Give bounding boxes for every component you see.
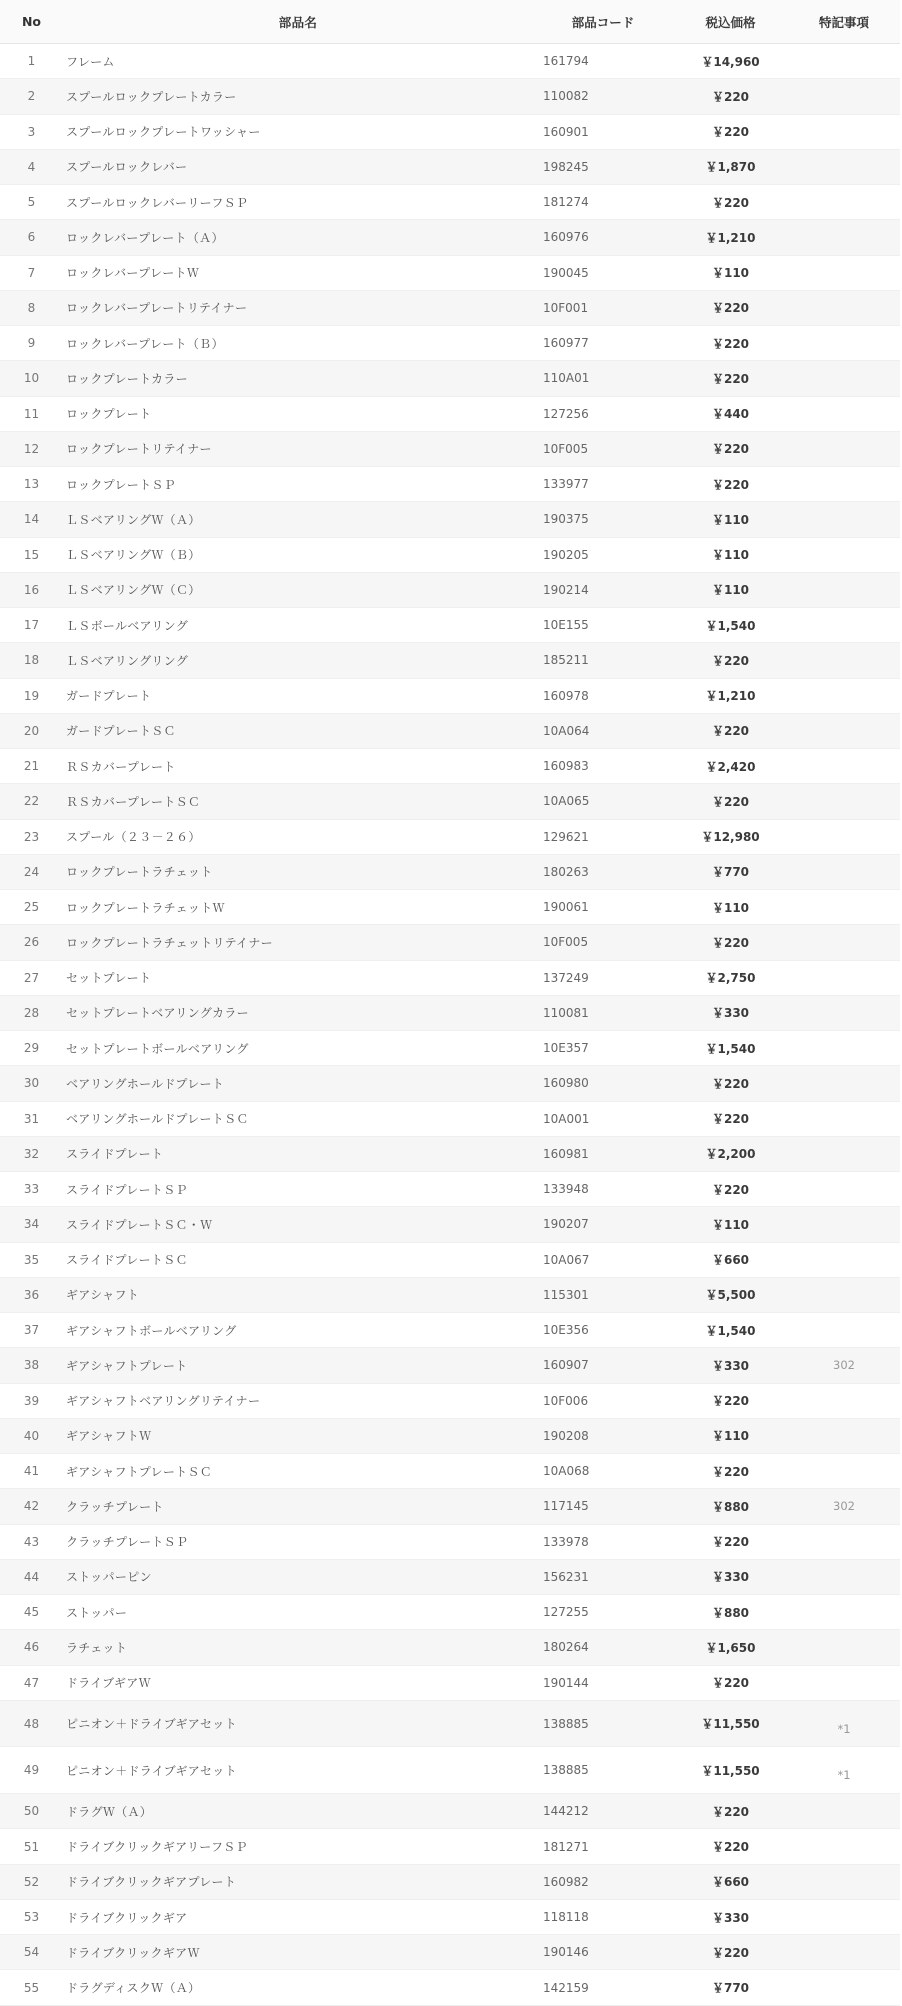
part-name: ロックプレートリテイナー (66, 442, 212, 457)
part-name: ＬＳボールベアリング (66, 618, 189, 633)
part-name: ガードプレートＳＣ (66, 724, 176, 739)
table-row (0, 714, 900, 749)
part-no: 54 (23, 1945, 40, 1960)
table-row (0, 1207, 900, 1242)
part-price: ￥220 (711, 1182, 750, 1197)
part-no: 16 (23, 582, 40, 597)
part-no: 39 (23, 1393, 40, 1408)
part-no: 55 (23, 1980, 40, 1995)
table-row (0, 44, 900, 79)
part-no: 11 (23, 406, 40, 421)
part-name: ＬＳベアリングリング (66, 653, 189, 668)
part-no: 26 (23, 935, 40, 950)
part-code: 129621 (543, 829, 589, 844)
part-no: 31 (23, 1111, 40, 1126)
part-name: ロックプレートラチェット (66, 865, 213, 880)
part-code: 133977 (543, 477, 589, 492)
part-name: セットプレートボールベアリング (66, 1041, 249, 1056)
table-row (0, 220, 900, 255)
part-code: 110081 (543, 1005, 589, 1020)
part-code: 142159 (543, 1980, 589, 1995)
header-part-name: 部品名 (278, 14, 318, 30)
part-no: 28 (23, 1005, 40, 1020)
part-name: ロックレバープレート（Ａ） (66, 230, 224, 245)
part-price: ￥220 (711, 1945, 750, 1960)
part-price: ￥220 (711, 724, 750, 739)
part-code: 198245 (543, 159, 589, 174)
part-no: 23 (23, 829, 40, 844)
part-name: スライドプレートＳＣ (66, 1253, 188, 1268)
part-no: 46 (23, 1640, 40, 1655)
part-name: ドライブギアＷ (66, 1676, 151, 1691)
part-no: 33 (23, 1182, 40, 1197)
table-row (0, 820, 900, 855)
part-price: ￥330 (711, 1570, 750, 1585)
part-no: 44 (23, 1569, 40, 1584)
table-row (0, 1630, 900, 1665)
part-price: ￥220 (711, 1464, 750, 1479)
part-note (788, 1763, 900, 1783)
header-price: 税込価格 (705, 14, 756, 30)
part-code: 10F001 (543, 300, 589, 315)
part-price: ￥220 (711, 442, 750, 457)
part-name: セットプレート (66, 971, 152, 986)
part-name: ギアシャフトプレート (66, 1358, 188, 1373)
part-name: ロックレバープレート（Ｂ） (66, 336, 224, 351)
part-name: ストッパーピン (66, 1570, 152, 1585)
part-no: 2 (27, 89, 36, 104)
part-price: ￥220 (711, 125, 750, 140)
table-row (0, 1137, 900, 1172)
part-no: 38 (23, 1358, 40, 1373)
part-name: ロックプレートＳＰ (66, 477, 176, 492)
part-code: 181274 (543, 195, 589, 210)
part-no: 35 (23, 1252, 40, 1267)
table-row (0, 1747, 900, 1794)
table-row (0, 467, 900, 502)
table-row (0, 185, 900, 220)
part-code: 127256 (543, 406, 589, 421)
part-code: 156231 (543, 1569, 589, 1584)
part-name: スライドプレートＳＣ・Ｗ (66, 1217, 213, 1232)
part-name: スプールロックプレートカラー (66, 89, 237, 104)
part-name: ロックプレートラチェットＷ (66, 900, 225, 915)
table-row (0, 608, 900, 643)
part-name: セットプレートベアリングカラー (66, 1006, 249, 1021)
header-part-code: 部品コード (571, 14, 635, 30)
table-row (0, 432, 900, 467)
part-price: ￥220 (711, 336, 750, 351)
part-price: ￥2,200 (705, 1147, 756, 1162)
part-price: ￥5,500 (705, 1288, 756, 1303)
table-row (0, 1794, 900, 1829)
part-no: 19 (23, 688, 40, 703)
part-name: ドラグディスクＷ（Ａ） (66, 1981, 201, 1995)
part-price: ￥2,750 (705, 971, 756, 986)
part-name: ギアシャフトボールベアリング (66, 1323, 237, 1338)
part-code: 10F005 (543, 935, 589, 950)
part-code: 181271 (543, 1839, 589, 1854)
part-no: 27 (23, 970, 40, 985)
part-no: 24 (23, 864, 40, 879)
part-name: スプールロックレバーリーフＳＰ (66, 195, 249, 210)
table-row (0, 1348, 900, 1383)
table-body (0, 44, 900, 2006)
part-name: ドライブクリックギアＷ (66, 1945, 200, 1960)
part-name: ロックプレートラチェットリテイナー (66, 935, 273, 950)
part-no: 18 (23, 653, 40, 668)
part-code: 118118 (543, 1910, 589, 1924)
part-price: ￥880 (711, 1499, 750, 1514)
part-no: 15 (23, 547, 40, 562)
part-no: 13 (23, 477, 40, 492)
part-code: 138885 (543, 1763, 589, 1778)
part-name: ロックプレート (66, 407, 152, 422)
part-code: 10A067 (543, 1252, 590, 1267)
part-no: 20 (23, 723, 40, 738)
table-row (0, 1313, 900, 1348)
part-code: 133948 (543, 1182, 589, 1197)
part-code: 10A064 (543, 723, 590, 738)
part-name: ギアシャフトＷ (66, 1429, 152, 1444)
part-code: 190045 (543, 265, 589, 280)
part-code: 160977 (543, 336, 589, 351)
part-price: ￥2,420 (705, 759, 756, 774)
part-price: ￥1,650 (705, 1640, 756, 1655)
part-price: ￥220 (711, 1535, 750, 1550)
part-name: ドラグＷ（Ａ） (66, 1804, 153, 1819)
part-code: 190214 (543, 582, 589, 597)
table-row (0, 1278, 900, 1313)
part-price: ￥220 (711, 794, 750, 809)
table-row (0, 1666, 900, 1701)
part-no: 5 (27, 195, 36, 210)
table-row (0, 1900, 900, 1935)
part-price: ￥220 (711, 301, 750, 316)
table-row (0, 573, 900, 608)
part-no: 49 (23, 1763, 40, 1778)
part-name: ロックレバープレートリテイナー (66, 301, 248, 316)
part-price: ￥11,550 (701, 1717, 760, 1732)
part-price: ￥660 (711, 1253, 750, 1268)
part-price: ￥110 (711, 1217, 750, 1232)
part-price: ￥1,540 (705, 1041, 756, 1056)
part-no: 4 (27, 159, 36, 174)
part-price: ￥12,980 (701, 830, 760, 845)
table-row (0, 115, 900, 150)
part-no: 7 (27, 265, 36, 280)
part-name: ベアリングホールドプレート (66, 1076, 225, 1091)
part-name: クラッチプレート (66, 1499, 164, 1514)
part-name: ロックプレートカラー (66, 371, 188, 386)
part-name: ガードプレート (66, 689, 152, 704)
part-price: ￥330 (711, 1910, 750, 1925)
part-name: ＲＳカバープレートＳＣ (66, 794, 201, 809)
table-row (0, 538, 900, 573)
part-no: 42 (23, 1499, 40, 1514)
part-price: ￥220 (711, 1112, 750, 1127)
table-row (0, 1066, 900, 1101)
part-no: 3 (27, 124, 36, 139)
part-name: ＬＳベアリングＷ（Ｃ） (66, 583, 201, 598)
part-price: ￥220 (711, 653, 750, 668)
part-no: 6 (27, 230, 36, 245)
table-row (0, 1384, 900, 1419)
part-code: 160983 (543, 759, 589, 774)
part-code: 10E356 (543, 1323, 589, 1338)
table-row (0, 679, 900, 714)
table-row (0, 1829, 900, 1864)
part-price: ￥11,550 (701, 1763, 760, 1778)
part-name: スプールロックプレートワッシャー (66, 125, 261, 140)
part-no: 30 (23, 1076, 40, 1091)
table-row (0, 397, 900, 432)
part-no: 37 (23, 1323, 40, 1338)
part-no: 21 (23, 759, 40, 774)
part-no: 10 (23, 371, 40, 386)
part-code: 138885 (543, 1716, 589, 1731)
part-no: 34 (23, 1217, 40, 1232)
part-price: ￥1,540 (705, 618, 756, 633)
part-name: ギアシャフトプレートＳＣ (66, 1464, 213, 1479)
table-row (0, 326, 900, 361)
part-code: 110A01 (543, 371, 590, 386)
part-name: ＬＳベアリングＷ（Ｂ） (66, 548, 201, 563)
part-name: ストッパー (66, 1605, 128, 1620)
part-code: 137249 (543, 970, 589, 985)
part-price: ￥110 (711, 266, 750, 281)
part-price: ￥220 (711, 89, 750, 104)
part-no: 8 (27, 300, 36, 315)
part-name: ＲＳカバープレート (66, 759, 176, 774)
part-no: 29 (23, 1041, 40, 1056)
part-code: 190144 (543, 1675, 589, 1690)
part-name: ＬＳベアリングＷ（Ａ） (66, 512, 201, 527)
part-code: 180264 (543, 1640, 589, 1655)
part-name: スライドプレートＳＰ (66, 1182, 188, 1197)
part-name: ラチェット (66, 1640, 128, 1655)
part-name: ピニオン＋ドライブギアセット (66, 1717, 237, 1732)
part-note: 302 (833, 1358, 855, 1373)
part-no: 52 (23, 1874, 40, 1889)
part-note: 302 (833, 1499, 855, 1514)
note-text: *1 (837, 1768, 851, 1783)
part-name: スプールロックレバー (66, 160, 188, 175)
part-no: 9 (27, 336, 36, 351)
part-price: ￥440 (711, 407, 750, 422)
part-code: 160978 (543, 688, 589, 703)
part-code: 10A065 (543, 794, 590, 809)
part-code: 117145 (543, 1499, 589, 1514)
table-row (0, 643, 900, 678)
part-no: 53 (23, 1910, 40, 1924)
table-row (0, 1419, 900, 1454)
part-code: 127255 (543, 1605, 589, 1620)
part-code: 115301 (543, 1287, 589, 1302)
part-no: 36 (23, 1287, 40, 1302)
part-price: ￥220 (711, 1394, 750, 1409)
part-price: ￥1,540 (705, 1323, 756, 1338)
header-note: 特記事項 (818, 14, 869, 30)
part-price: ￥330 (711, 1358, 750, 1373)
table-row (0, 291, 900, 326)
part-no: 51 (23, 1839, 40, 1854)
part-no: 48 (23, 1716, 40, 1731)
table-row (0, 361, 900, 396)
table-row (0, 256, 900, 291)
part-code: 160976 (543, 230, 589, 245)
part-name: クラッチプレートＳＰ (66, 1535, 189, 1550)
part-code: 160907 (543, 1358, 589, 1373)
part-price: ￥220 (711, 195, 750, 210)
part-code: 160980 (543, 1076, 589, 1091)
part-name: スライドプレート (66, 1147, 164, 1162)
table-row (0, 1595, 900, 1630)
part-price: ￥110 (711, 512, 750, 527)
part-code: 10F005 (543, 441, 589, 456)
table-row (0, 784, 900, 819)
part-code: 133978 (543, 1534, 589, 1549)
part-price: ￥770 (711, 865, 750, 880)
part-code: 190207 (543, 1217, 589, 1232)
part-name: ギアシャフト (66, 1288, 140, 1303)
part-price: ￥110 (711, 1429, 750, 1444)
part-price: ￥220 (711, 1804, 750, 1819)
part-code: 10A068 (543, 1464, 590, 1479)
table-row (0, 1031, 900, 1066)
table-row (0, 1454, 900, 1489)
part-code: 190061 (543, 900, 589, 915)
table-row (0, 79, 900, 114)
table-row (0, 1243, 900, 1278)
part-price: ￥880 (711, 1605, 750, 1620)
table-row (0, 925, 900, 960)
part-price: ￥14,960 (701, 54, 760, 69)
part-code: 185211 (543, 653, 589, 668)
part-name: ギアシャフトベアリングリテイナー (66, 1394, 261, 1409)
table-row (0, 1489, 900, 1524)
table-row (0, 1970, 900, 2005)
part-name: ドライブクリックギアリーフＳＰ (66, 1840, 248, 1854)
part-code: 160981 (543, 1146, 589, 1161)
note-text: *1 (837, 1721, 851, 1736)
table-row (0, 996, 900, 1031)
table-row (0, 1172, 900, 1207)
part-no: 45 (23, 1605, 40, 1620)
part-price: ￥110 (711, 548, 750, 563)
part-no: 25 (23, 900, 40, 915)
part-price: ￥220 (711, 477, 750, 492)
part-price: ￥110 (711, 900, 750, 915)
part-code: 144212 (543, 1804, 589, 1819)
part-price: ￥110 (711, 583, 750, 598)
part-code: 10F006 (543, 1393, 589, 1408)
part-price: ￥1,870 (705, 160, 756, 175)
part-code: 190146 (543, 1945, 589, 1960)
part-no: 32 (23, 1146, 40, 1161)
part-name: ドライブクリックギア (66, 1910, 188, 1925)
part-price: ￥1,210 (705, 689, 756, 704)
part-no: 22 (23, 794, 40, 809)
part-name: スプール（２３－２６） (66, 830, 201, 845)
part-no: 40 (23, 1428, 40, 1443)
part-code: 160982 (543, 1874, 589, 1889)
part-price: ￥220 (711, 1676, 750, 1691)
table-row (0, 1701, 900, 1748)
part-no: 47 (23, 1675, 40, 1690)
part-price: ￥770 (711, 1981, 750, 1995)
part-price: ￥220 (711, 1076, 750, 1091)
part-no: 17 (23, 618, 40, 633)
part-code: 190208 (543, 1428, 589, 1443)
part-price: ￥220 (711, 935, 750, 950)
part-code: 10E357 (543, 1041, 589, 1056)
part-code: 190375 (543, 512, 589, 527)
part-name: ピニオン＋ドライブギアセット (66, 1763, 237, 1778)
table-row (0, 1865, 900, 1900)
header-no: No (21, 14, 42, 29)
part-no: 43 (23, 1534, 40, 1549)
part-code: 190205 (543, 547, 589, 562)
part-code: 110082 (543, 89, 589, 104)
table-row (0, 749, 900, 784)
table-row (0, 961, 900, 996)
part-name: ドライブクリックギアプレート (66, 1875, 237, 1890)
table-header (0, 0, 900, 44)
part-price: ￥220 (711, 371, 750, 386)
part-code: 161794 (543, 54, 589, 69)
part-name: ベアリングホールドプレートＳＣ (66, 1112, 249, 1127)
part-price: ￥1,210 (705, 230, 756, 245)
part-price: ￥220 (711, 1840, 750, 1854)
table-row (0, 1525, 900, 1560)
table-row (0, 150, 900, 185)
part-no: 12 (23, 441, 40, 456)
part-no: 14 (23, 512, 40, 527)
part-price: ￥660 (711, 1875, 750, 1890)
table-row (0, 890, 900, 925)
part-code: 160901 (543, 124, 589, 139)
table-row (0, 1935, 900, 1970)
table-row (0, 502, 900, 537)
part-price: ￥330 (711, 1006, 750, 1021)
table-row (0, 855, 900, 890)
part-note (788, 1717, 900, 1736)
part-no: 50 (23, 1804, 40, 1819)
part-code: 10A001 (543, 1111, 590, 1126)
part-code: 10E155 (543, 618, 589, 633)
table-row (0, 1102, 900, 1137)
part-name: フレーム (66, 54, 115, 69)
part-no: 1 (27, 54, 36, 69)
part-no: 41 (23, 1464, 40, 1479)
table-row (0, 1560, 900, 1595)
part-code: 180263 (543, 864, 589, 879)
part-name: ロックレバープレートＷ (66, 266, 200, 281)
